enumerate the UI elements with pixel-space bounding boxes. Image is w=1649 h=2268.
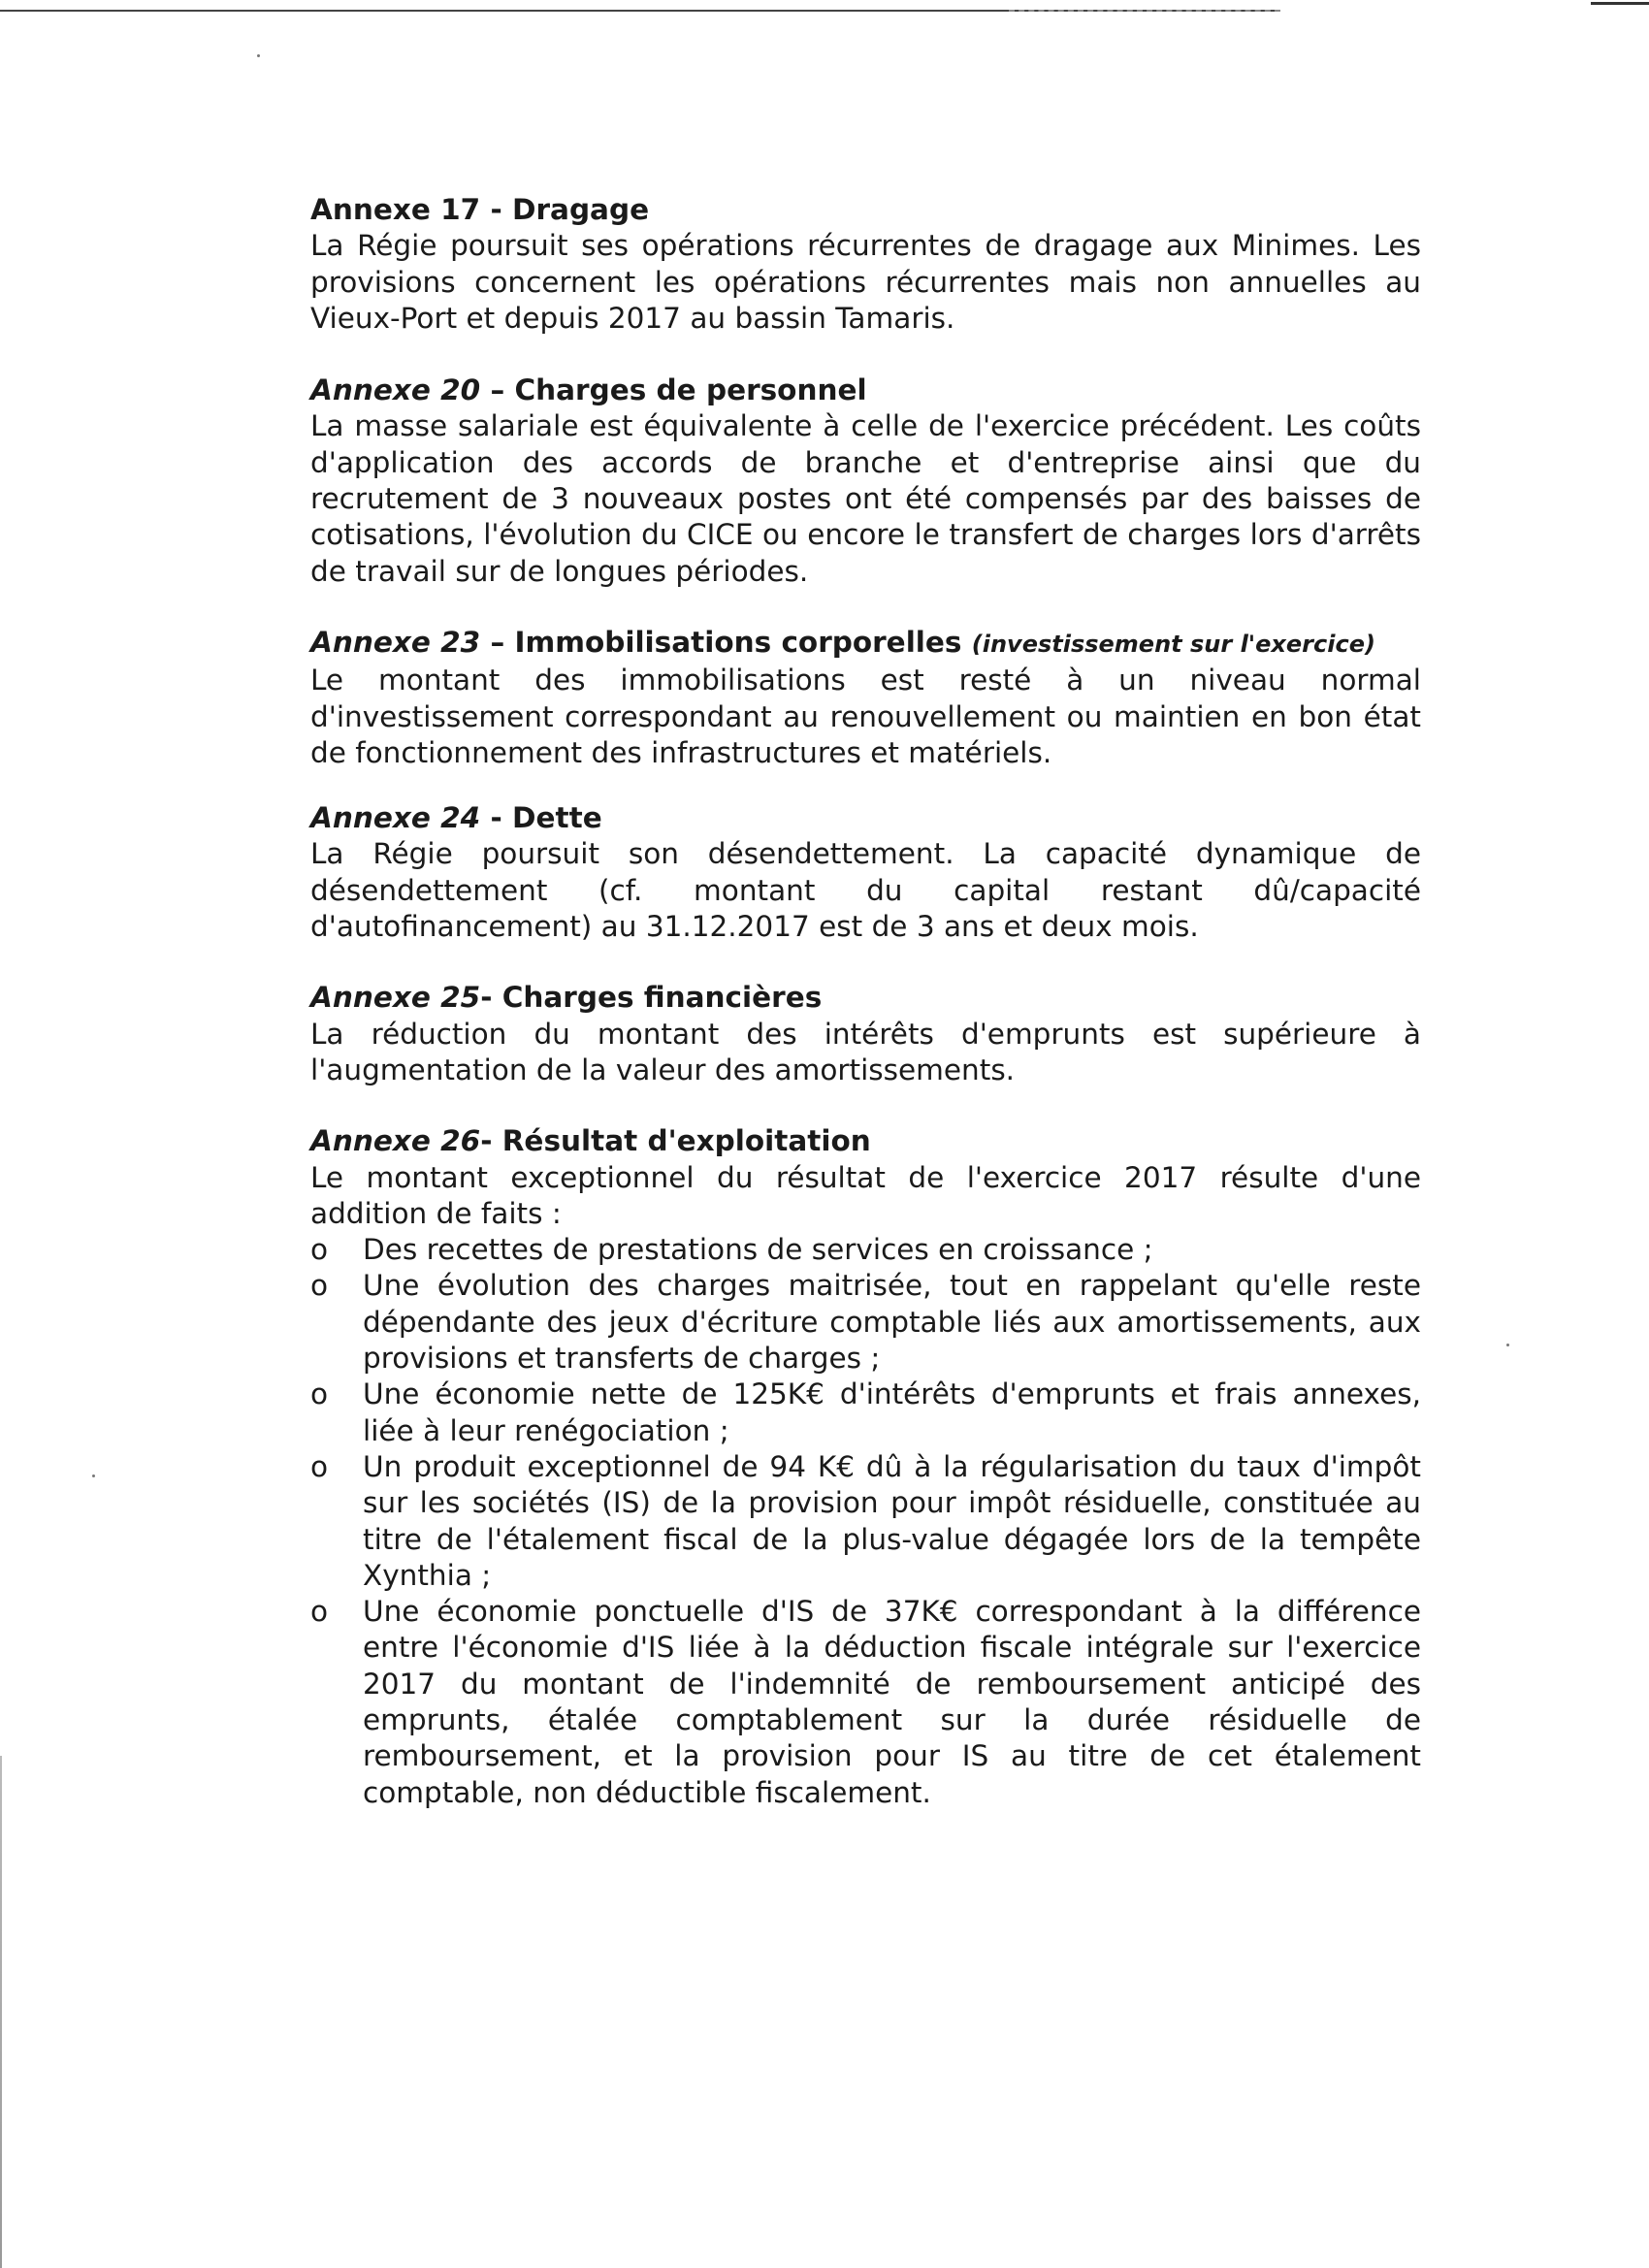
section-heading: Annexe 25- Charges financières bbox=[310, 981, 823, 1015]
scan-corner-mark bbox=[1591, 2, 1649, 5]
bullet-marker: o bbox=[310, 1449, 329, 1483]
section-annexe-23 bbox=[310, 625, 1421, 771]
list-item: o Une économie ponctuelle d'IS de 37K€ correspondant à la différence entre l'économie d'IS liée à la déduction fiscale intégrale sur l'exercice 2017 du montant de l'indemnité de remboursement anticipé des emprunts, étalée comptablement sur la durée résiduelle de remboursement, et la provision pour IS au titre de cet étalement comptable, non déductible fiscalement. bbox=[310, 1595, 1421, 1809]
annex-number: Annexe 20 bbox=[310, 373, 481, 407]
annex-number: Annexe 23 bbox=[310, 625, 481, 659]
annex-title: Immobilisations corporelles bbox=[514, 625, 962, 659]
scan-speck bbox=[92, 1474, 95, 1477]
annex-number: Annexe 26 bbox=[310, 1124, 481, 1158]
section-text: La Régie poursuit ses opérations récurrentes de dragage aux Minimes. Les provisions concernent les opérations récurrentes mais non annuelles au Vieux-Port et depuis 2017 au bassin Tamaris. bbox=[310, 229, 1421, 335]
annex-number: Annexe 24 bbox=[310, 801, 481, 835]
section-annexe-17 bbox=[310, 192, 1421, 337]
annex-number: Annexe 17 bbox=[310, 193, 481, 226]
section-text: Le montant exceptionnel du résultat de l'exercice 2017 résulte d'une addition de faits : bbox=[310, 1160, 1421, 1230]
section-annexe-24 bbox=[310, 800, 1421, 945]
annex-title: Résultat d'exploitation bbox=[501, 1124, 871, 1158]
scan-speck bbox=[257, 54, 260, 57]
section-annexe-26 bbox=[310, 1123, 1421, 1811]
bullet-marker: o bbox=[310, 1269, 329, 1303]
bullet-marker: o bbox=[310, 1233, 329, 1267]
list-item: o Une économie nette de 125K€ d'intérêts d'emprunts et frais annexes, liée à leur renégociation ; bbox=[310, 1377, 1421, 1447]
section-heading: Annexe 23 – Immobilisations corporelles (investissement sur l'exercice) bbox=[310, 625, 1375, 659]
section-heading: Annexe 26- Résultat d'exploitation bbox=[310, 1124, 871, 1158]
document-body bbox=[310, 192, 1421, 1811]
annex-title: Dragage bbox=[512, 193, 650, 226]
list-item: o Une évolution des charges maitrisée, tout en rappelant qu'elle reste dépendante des jeux d'écriture comptable liés aux amortissements, aux provisions et transferts de charges ; bbox=[310, 1269, 1421, 1376]
bullet-marker: o bbox=[310, 1595, 329, 1629]
section-annexe-25 bbox=[310, 980, 1421, 1088]
annex-note: (investissement sur l'exercice) bbox=[971, 630, 1375, 658]
section-heading: Annexe 17 - Dragage bbox=[310, 193, 650, 226]
section-text: La masse salariale est équivalente à celle de l'exercice précédent. Les coûts d'application des accords de branche et d'entreprise ainsi que du recrutement de 3 nouveaux postes ont été compensés par des baisses de cotisations, l'évolution du CICE ou encore le transfert de charges lors d'arrêts de travail sur de longues périodes. bbox=[310, 409, 1421, 588]
bullet-list bbox=[310, 1232, 1421, 1811]
annex-title: Charges de personnel bbox=[514, 373, 867, 407]
scan-left-edge bbox=[0, 1756, 2, 2268]
list-item: o Un produit exceptionnel de 94 K€ dû à la régularisation du taux d'impôt sur les sociétés (IS) de la provision pour impôt résiduelle, constituée au titre de l'étalement fiscal de la plus-value dégagée lors de la tempête Xynthia ; bbox=[310, 1449, 1421, 1592]
section-text: Le montant des immobilisations est resté à un niveau normal d'investissement correspondant au renouvellement ou maintien en bon état de fonctionnement des infrastructures et matériels. bbox=[310, 664, 1421, 769]
annex-title: Dette bbox=[512, 801, 602, 835]
section-annexe-20 bbox=[310, 373, 1421, 590]
annex-title: Charges financières bbox=[501, 981, 823, 1015]
section-text: La réduction du montant des intérêts d'emprunts est supérieure à l'augmentation de la valeur des amortissements. bbox=[310, 1017, 1421, 1086]
section-text: La Régie poursuit son désendettement. La capacité dynamique de désendettement (cf. montant du capital restant dû/capacité d'autofinancement) au 31.12.2017 est de 3 ans et deux mois. bbox=[310, 837, 1421, 944]
section-heading: Annexe 24 - Dette bbox=[310, 801, 602, 835]
bullet-marker: o bbox=[310, 1377, 329, 1411]
annex-number: Annexe 25 bbox=[310, 981, 481, 1015]
list-item: o Des recettes de prestations de services en croissance ; bbox=[310, 1232, 1421, 1268]
scan-top-dashed-line bbox=[1009, 10, 1280, 12]
section-heading: Annexe 20 – Charges de personnel bbox=[310, 373, 867, 407]
scan-speck bbox=[1506, 1344, 1509, 1346]
